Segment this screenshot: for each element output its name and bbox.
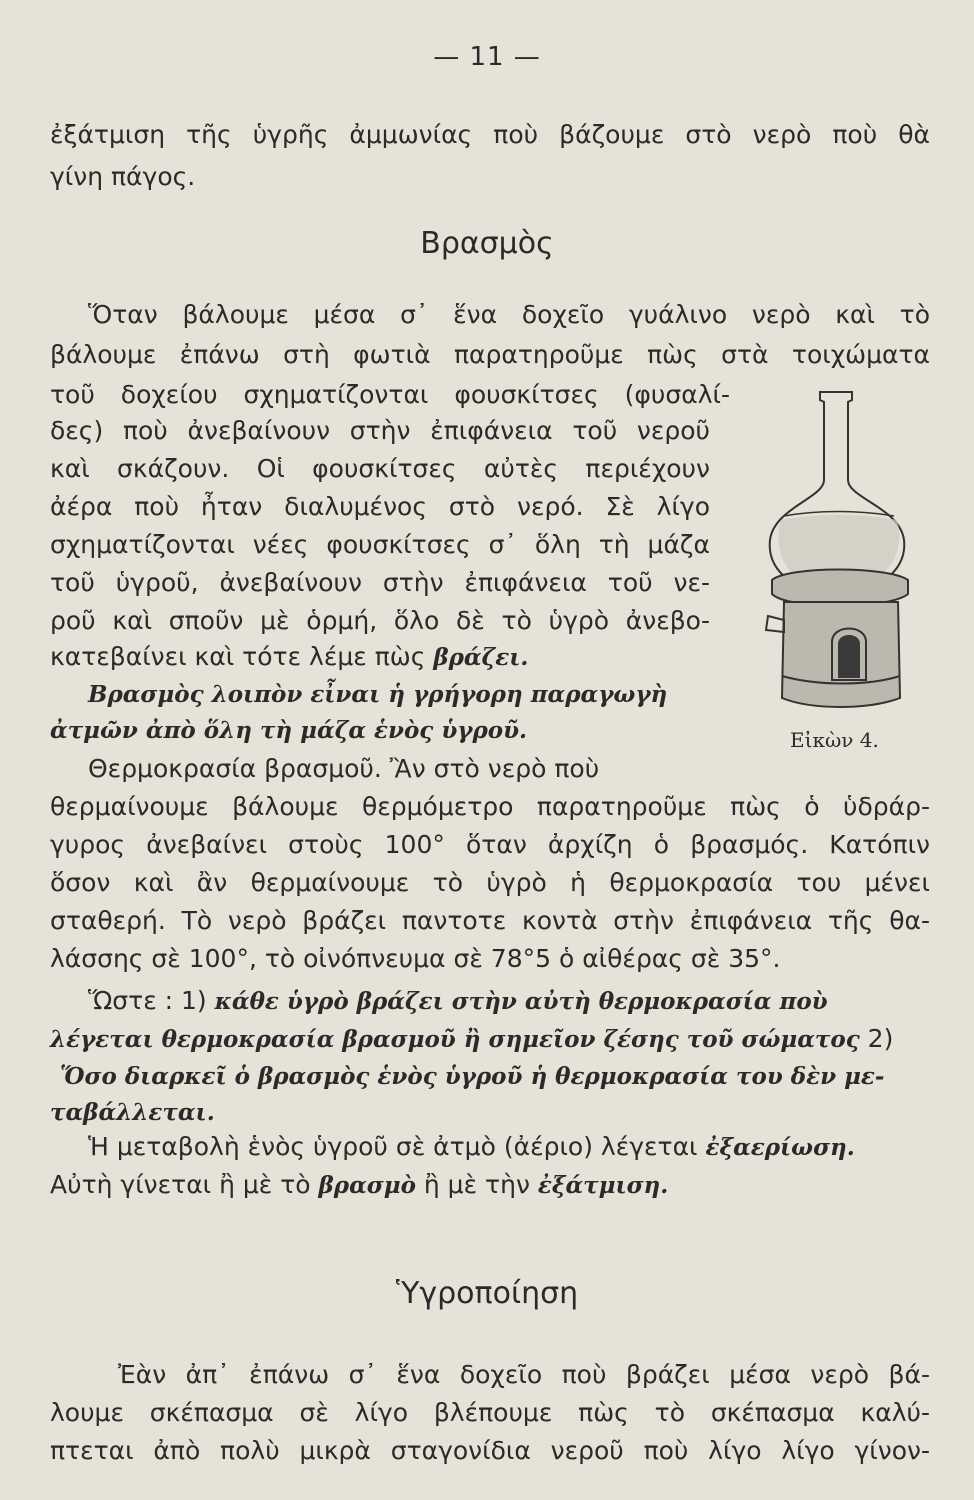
page-number: — 11 —: [433, 42, 541, 72]
line-text: Ἂν στὸ νερὸ ποὺ: [381, 754, 600, 783]
line-text: Ἡ μεταβολὴ ἑνὸς ὑγροῦ σὲ ἀτμὸ (ἀέριο) λέγεται: [88, 1132, 706, 1161]
rule-line-2: [50, 1022, 893, 1057]
figure-caption: Εἰκὼν 4.: [790, 728, 879, 752]
rule-line-3: Ὅσο διαρκεῖ ὁ βρασμὸς ἑνὸς ὑγροῦ ἡ θερμοκρασία του δὲν με-: [60, 1063, 885, 1090]
paragraph-line: λουμε σκέπασμα σὲ λίγο βλέπουμε πὼς τὸ σκέπασμα καλύ-: [50, 1398, 930, 1427]
intro-line-1: ἐξάτμιση τῆς ὑγρῆς ἀμμωνίας ποὺ βάζουμε στὸ νερὸ ποὺ θὰ: [50, 120, 930, 149]
stove-top: [772, 570, 908, 607]
emphasis-boils: βράζει.: [433, 644, 529, 671]
subheading-boiling-temperature: Θερμοκρασία βρασμοῦ.: [88, 754, 382, 783]
paragraph-line: ὅσον καὶ ἂν θερμαίνουμε τὸ ὑγρὸ ἡ θερμοκρασία του μένει: [50, 868, 930, 897]
paragraph-line: πτεται ἀπὸ πολὺ μικρὰ σταγονίδια νεροῦ ποὺ λίγο λίγο γίνον-: [50, 1436, 930, 1465]
section-title-condensation: Ὑγροποίηση: [395, 1276, 579, 1311]
paragraph-line: βάλουμε ἐπάνω στὴ φωτιὰ παρατηροῦμε πὼς στὰ τοιχώματα: [50, 340, 930, 369]
stove-handle: [766, 616, 784, 632]
paragraph-line: ροῦ καὶ σποῦν μὲ ὁρμή, ὅλο δὲ τὸ ὑγρὸ ἀνεβο-: [50, 606, 710, 635]
line-text: ἢ μὲ τὴν: [415, 1170, 538, 1199]
rule-text: λέγεται θερμοκρασία βρασμοῦ ἢ σημεῖον ζέσης τοῦ σώματος: [50, 1026, 860, 1053]
rule-number: 2): [859, 1024, 894, 1053]
paragraph-line: λάσσης σὲ 100°, τὸ οἰνόπνευμα σὲ 78°5 ὁ αἰθέρας σὲ 35°.: [50, 944, 781, 973]
stove-door-opening: [838, 635, 860, 678]
emphasis-evaporation: ἐξάτμιση.: [537, 1172, 669, 1199]
paragraph-line: [50, 1168, 668, 1203]
paragraph-line: δες) ποὺ ἀνεβαίνουν στὴν ἐπιφάνεια τοῦ νεροῦ: [50, 416, 710, 445]
definition-line-2: ἀτμῶν ἀπὸ ὅλη τὴ μάζα ἑνὸς ὑγροῦ.: [50, 717, 528, 744]
definition-line-1: Βρασμὸς λοιπὸν εἶναι ἡ γρήγορη παραγωγὴ: [88, 681, 668, 708]
paragraph-line: θερμαίνουμε βάλουμε θερμόμετρο παρατηροῦμε πὼς ὁ ὑδράρ-: [50, 792, 930, 821]
intro-line-2: γίνη πάγος.: [50, 162, 196, 191]
paragraph-line: σχηματίζονται νέες φουσκίτσες σ᾿ ὅλη τὴ μάζα: [50, 530, 710, 559]
rule-line-4: ταβάλλεται.: [50, 1099, 215, 1126]
emphasis-boiling: βρασμὸ: [318, 1172, 416, 1199]
rule-lead: Ὥστε : 1): [88, 986, 215, 1015]
paragraph-line: σταθερή. Τὸ νερὸ βράζει παντοτε κοντὰ στὴν ἐπιφάνεια τῆς θα-: [50, 906, 930, 935]
paragraph-line: τοῦ δοχείου σχηματίζονται φουσκίτσες (φυσαλί-: [50, 380, 730, 409]
paragraph-line: [50, 640, 528, 675]
rule-text: κάθε ὑγρὸ βράζει στὴν αὐτὴ θερμοκρασία ποὺ: [214, 988, 828, 1015]
emphasis-vaporization: ἐξαερίωση.: [705, 1134, 855, 1161]
paragraph-line: Ἐὰν ἀπ᾿ ἐπάνω σ᾿ ἕνα δοχεῖο ποὺ βράζει μέσα νερὸ βά-: [118, 1360, 930, 1389]
paragraph-line: ἀέρα ποὺ ἦταν διαλυμένος στὸ νερό. Σὲ λίγο: [50, 492, 710, 521]
flask-on-stove-illustration: [748, 380, 938, 740]
paragraph-line: καὶ σκάζουν. Οἱ φουσκίτσες αὐτὲς περιέχουν: [50, 454, 710, 483]
paragraph-line: γυρος ἀνεβαίνει στοὺς 100° ὅταν ἀρχίζη ὁ βρασμός. Κατόπιν: [50, 830, 930, 859]
line-text: Αὐτὴ γίνεται ἢ μὲ τὸ: [50, 1170, 319, 1199]
paragraph-line: τοῦ ὑγροῦ, ἀνεβαίνουν στὴν ἐπιφάνεια τοῦ νε-: [50, 568, 710, 597]
section-title-boiling: Βρασμὸς: [420, 226, 554, 261]
paragraph-line: Ὅταν βάλουμε μέσα σ᾿ ἕνα δοχεῖο γυάλινο νερὸ καὶ τὸ: [88, 300, 930, 329]
rule-line-1: [88, 984, 828, 1019]
line-text: κατεβαίνει καὶ τότε λέμε πὼς: [50, 642, 434, 671]
paragraph-line: [88, 1130, 855, 1165]
paragraph-line: [88, 752, 599, 786]
